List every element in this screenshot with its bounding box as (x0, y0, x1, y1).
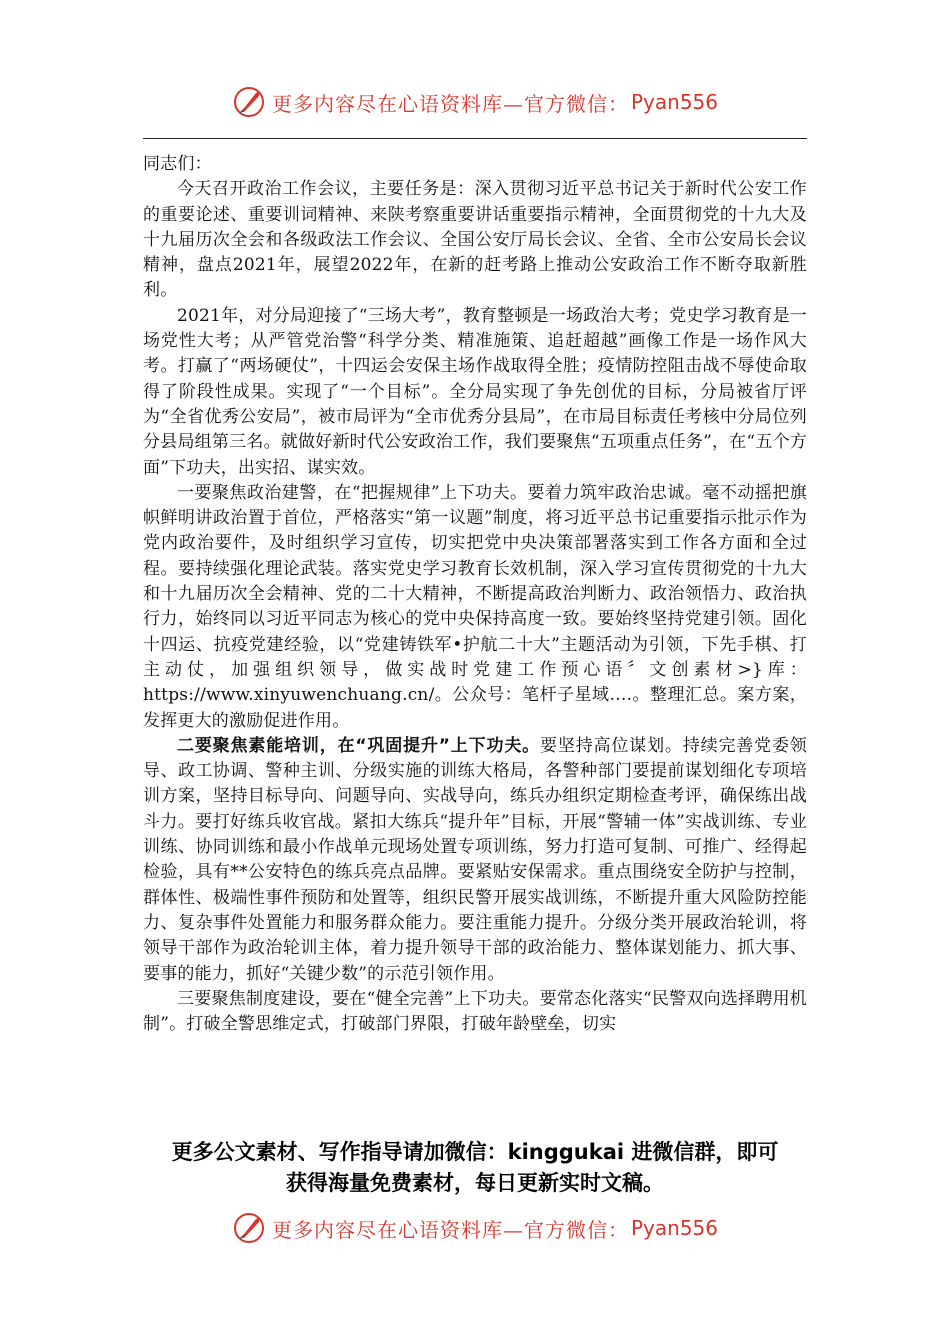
paragraph-3: 一要聚焦政治建警，在“把握规律”上下功夫。要着力筑牢政治忠诚。毫不动摇把旗帜鲜明讲政治置于首位，严格落实“第一议题”制度，将习近平总书记重要指示批示作为党内政治要件，及时组织学习宣传，切实把党中央决策部署落实到工作各方面和全过程。要持续强化理论武装。落实党史学习教育长效机制，深入学习宣传贯彻党的十九大和十九届历次全会精神、党的二十大精神，不断提高政治判断力、政治领悟力、政治执行力，始终同以习近平同志为核心的党中央保持高度一致。要始终坚持党建引领。固化十四运、抗疫党建经验，以“党建铸铁军•护航二十大”主题活动为引领，下先手棋、打主动仗，加强组织领导，做实战时党建工作预心语〞文创素材>}库：https://www.xinyuwenchuang.cn/。公众号：笔杆子星域.…。整理汇总。案方案，发挥更大的激励促进作用。 (143, 482, 807, 731)
paragraph-4-text: 要坚持高位谋划。持续完善党委领导、政工协调、警种主训、分级实施的训练大格局，各警种部门要提前谋划细化专项培训方案，坚持目标导向、问题导向、实战导向，练兵办组织定期检查考评，确保练出战斗力。要打好练兵收官战。紧扣大练兵“提升年”目标，开展“警辅一体”实战训练、专业训练、协同训练和最小作战单元现场处置专项训练，努力打造可复制、可推广、经得起检验，具有**公安特色的练兵亮点品牌。要紧贴安保需求。重点围绕安全防护与控制，群体性、极端性事件预防和处置等，组织民警开展实战训练，不断提升重大风险防控能力、复杂事件处置能力和服务群众能力。要注重能力提升。分级分类开展政治轮训，将领导干部作为政治轮训主体，着力提升领导干部的政治能力、整体谋划能力、抓大事、要事的能力，抓好“关键少数”的示范引领作用。 (143, 735, 808, 984)
promo-notice (143, 1137, 807, 1199)
header-divider (143, 138, 807, 139)
paragraph-1: 今天召开政治工作会议，主要任务是：深入贯彻习近平总书记关于新时代公安工作的重要论述、重要训词精神、来陕考察重要讲话重要指示精神，全面贯彻党的十九大及十九届历次全会和各级政法工作会议、全国公安厅局长会议、全省、全市公安局长会议精神，盘点2021年，展望2022年，在新的赶考路上推动公安政治工作不断夺取新胜利。 (143, 179, 807, 301)
salutation: 同志们： (143, 154, 212, 174)
header-brand-id: Pyan556 (630, 90, 718, 114)
footer-brand-text: 更多内容尽在心语资料库—官方微信： (271, 1217, 629, 1242)
paragraph-2: 2021年，对分局迎接了“三场大考”，教育整顿是一场政治大考；党史学习教育是一场党性大考；从严管党治警“科学分类、精准施策、追赶超越”画像工作是一场作风大考。打赢了“两场硬仗”，十四运会安保主场作战取得全胜；疫情防控阻击战不辱使命取得了阶段性成果。实现了“一个目标”。全分局实现了争先创优的目标，分局被省厅评为“全省优秀公安局”，被市局评为“全市优秀分县局”，在市局目标责任考核中分局位列分县局组第三名。就做好新时代公安政治工作，我们要聚焦“五项重点任务”，在“五个方面”下功夫，出实招、谋实效。 (143, 305, 807, 478)
promo-line-2: 获得海量免费素材，每日更新实时文稿。 (286, 1171, 664, 1195)
paragraph-4 (143, 734, 807, 987)
header-brand (0, 82, 950, 122)
quill-logo-icon (232, 1211, 266, 1245)
footer-brand (0, 1208, 950, 1248)
promo-line-1: 更多公文素材、写作指导请加微信：kinggukai 进微信群，即可 (171, 1140, 779, 1164)
paragraph-5: 三要聚焦制度建设，要在“健全完善”上下功夫。要常态化落实“民警双向选择聘用机制”。打破全警思维定式，打破部门界限，打破年龄壁垒，切实 (143, 988, 807, 1035)
quill-logo-icon (232, 85, 266, 119)
document-body (143, 152, 807, 1037)
footer-brand-id: Pyan556 (630, 1216, 718, 1240)
paragraph-4-heading: 二要聚焦素能培训，在“巩固提升”上下功夫。 (177, 735, 541, 756)
header-brand-text: 更多内容尽在心语资料库—官方微信： (271, 91, 629, 116)
